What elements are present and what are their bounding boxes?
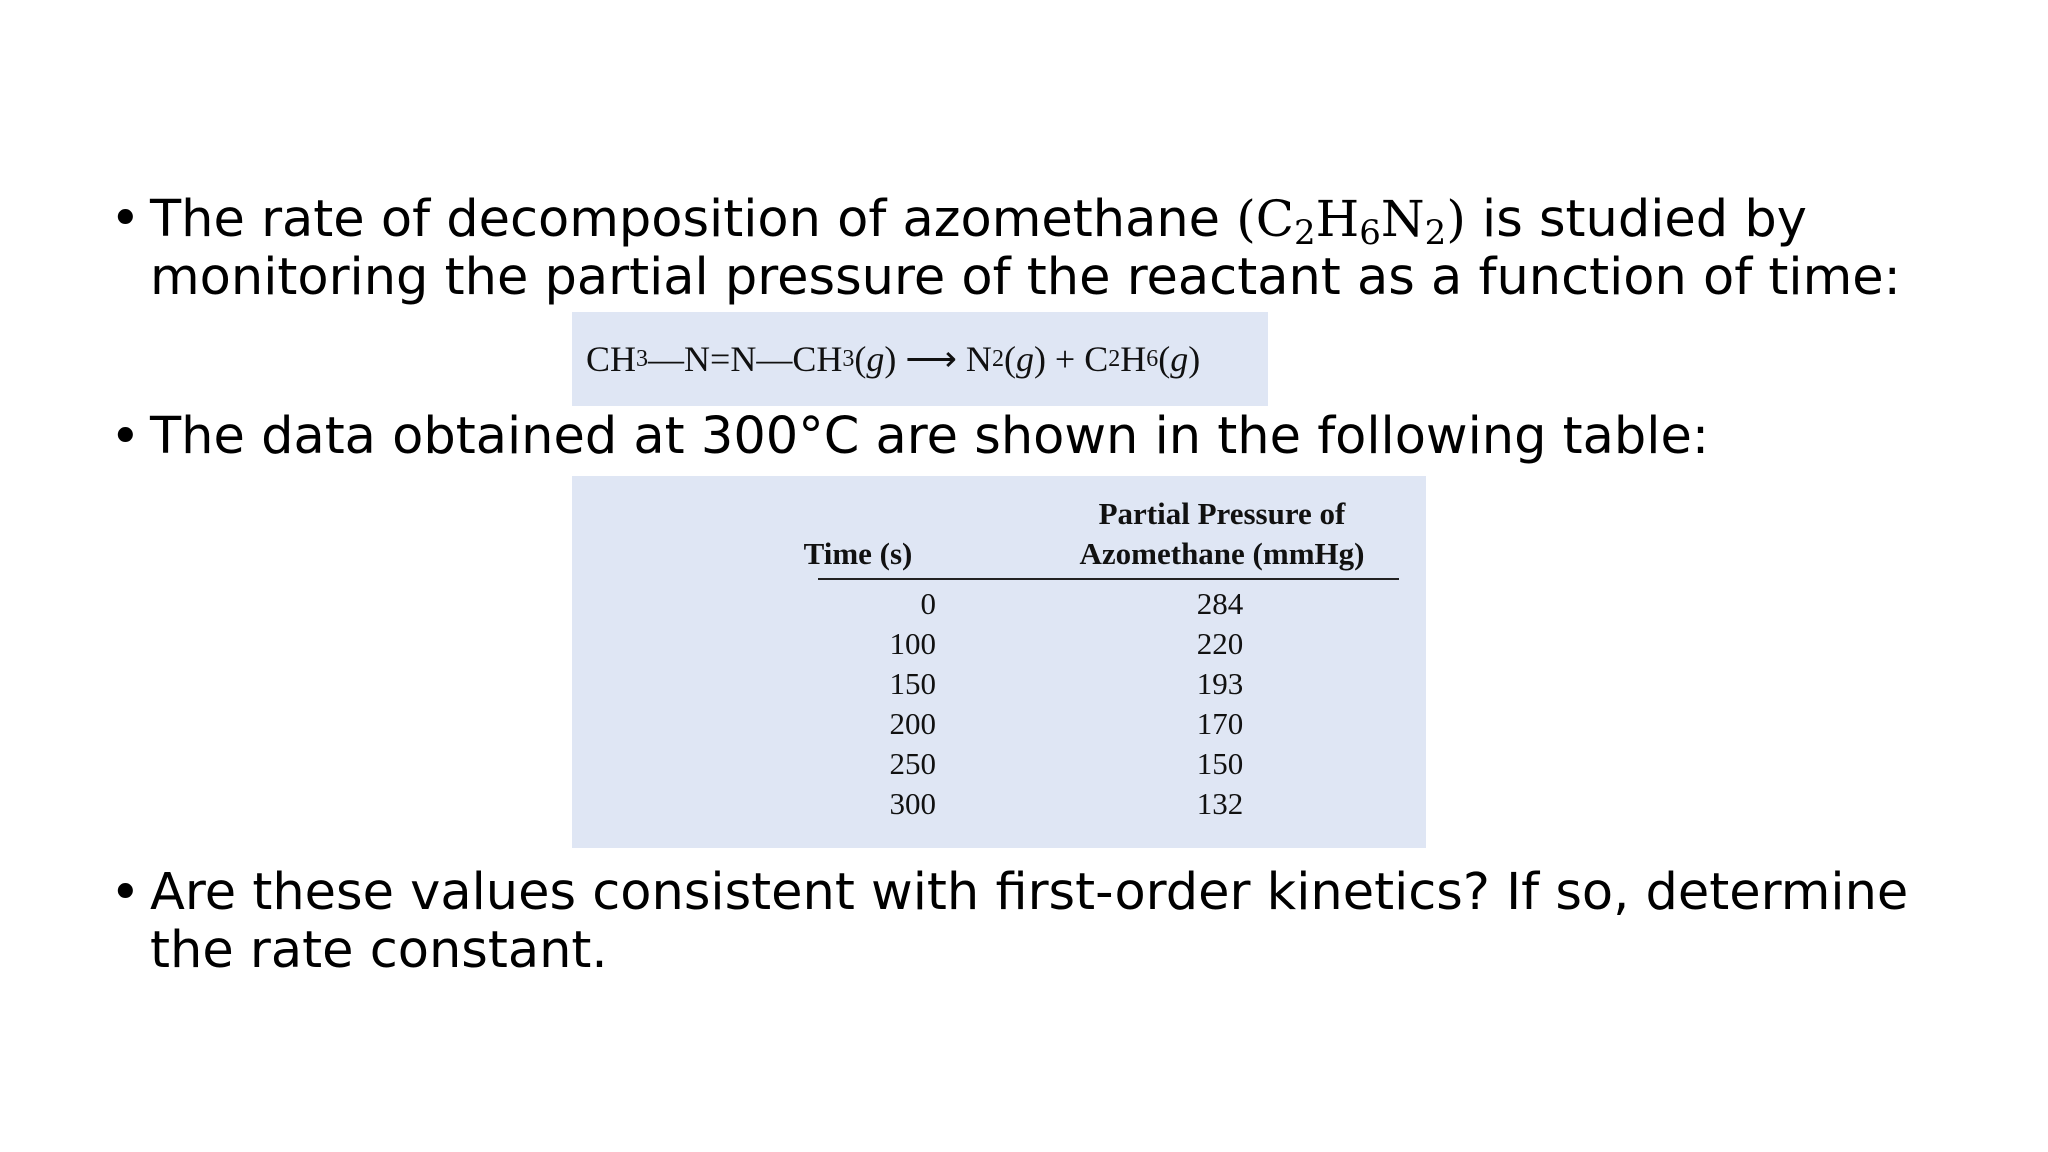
- bullet-1: [110, 189, 1950, 307]
- table-cell-pressure: 193: [1196, 666, 1244, 701]
- bullet-2: [110, 407, 1950, 467]
- table-cell-time: 0: [920, 586, 936, 621]
- table-cell-pressure: 220: [1196, 626, 1244, 661]
- table-header-time: Time (s): [803, 536, 913, 571]
- data-table: [572, 476, 1426, 848]
- bullet-1-text-after: is studied by: [1465, 190, 1807, 249]
- table-cell-pressure: 170: [1196, 706, 1244, 741]
- bullet-1-text-before: The rate of decomposition of azomethane: [150, 190, 1237, 249]
- table-cell-time: 300: [889, 786, 936, 821]
- azomethane-formula: $(C_2H_6N_2)$: [1236, 190, 1466, 253]
- table-cell-time: 100: [889, 626, 936, 661]
- table-cell-pressure: 284: [1196, 586, 1244, 621]
- table-header-rule: [818, 578, 1399, 580]
- bullet-1-line-2: monitoring the partial pressure of the reactant as a function of time:: [150, 248, 1901, 307]
- bullet-3: [110, 863, 1950, 980]
- bullet-3-line-2: the rate constant.: [150, 921, 608, 980]
- table-cell-time: 250: [889, 746, 936, 781]
- table-cell-time: 200: [889, 706, 936, 741]
- time-column: [818, 584, 936, 824]
- table-cell-pressure: 150: [1196, 746, 1244, 781]
- table-cell-pressure: 132: [1196, 786, 1244, 821]
- bullet-3-line-1: Are these values consistent with first-order kinetics? If so, determine: [150, 863, 1909, 922]
- reaction-equation: CH 3 —N=N—CH 3 ( g ) ⟶ N 2 ( g ) + C 2 H 6 ( g ): [572, 312, 1268, 406]
- bullet-1-line-1: [150, 190, 1950, 253]
- bullet-marker: •: [110, 189, 141, 249]
- bullet-marker: •: [110, 863, 141, 923]
- pressure-column: [1120, 584, 1320, 824]
- bullet-marker: •: [110, 407, 141, 467]
- table-header-pressure: Partial Pressure of Azomethane (mmHg): [1079, 496, 1365, 571]
- bullet-2-text: The data obtained at 300°C are shown in the following table:: [150, 407, 1710, 466]
- table-cell-time: 150: [889, 666, 936, 701]
